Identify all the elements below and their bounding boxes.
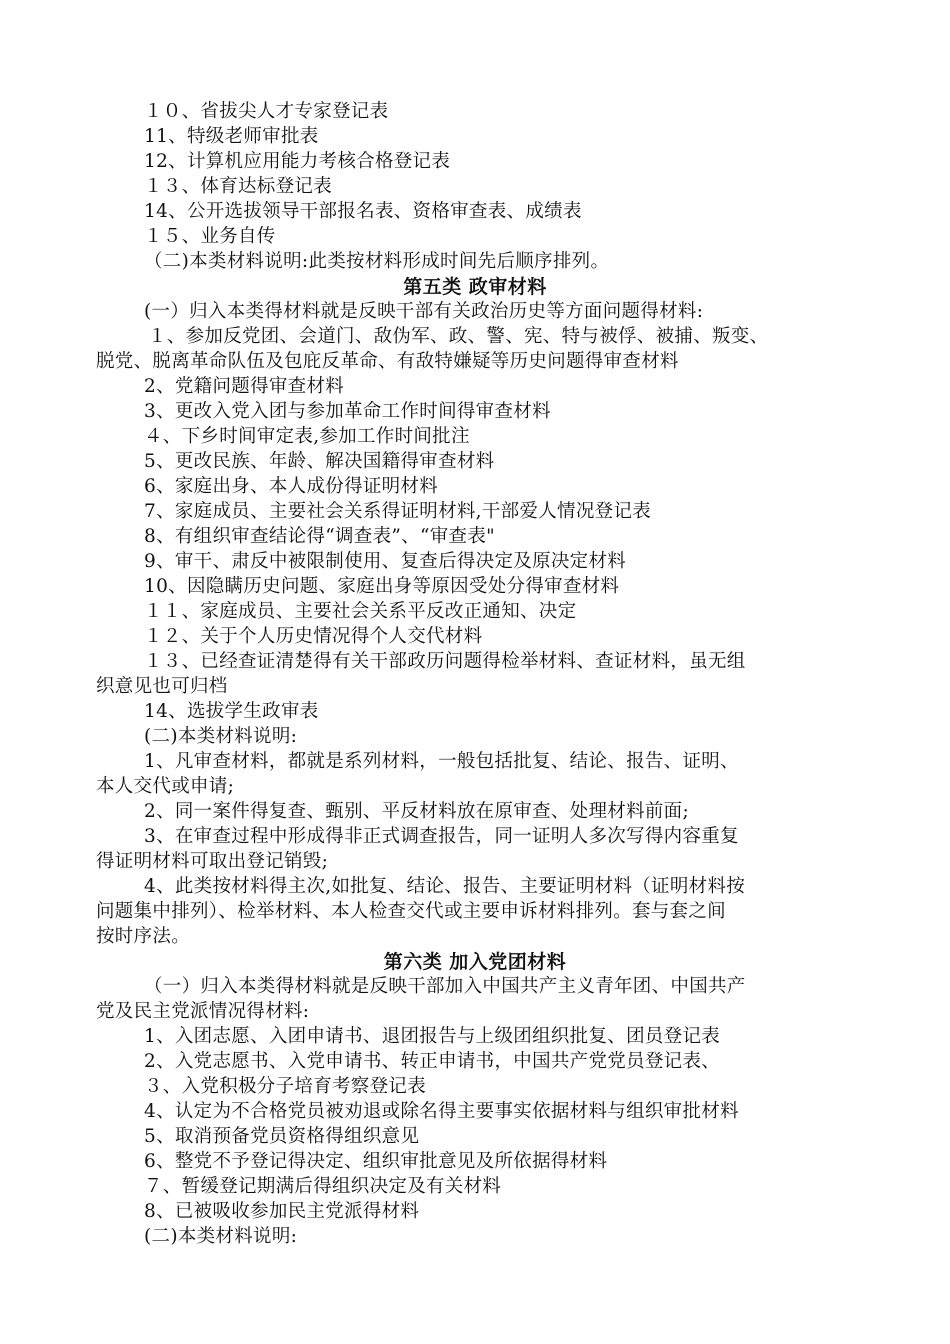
list-item: 6、家庭出身、本人成份得证明材料 bbox=[144, 476, 439, 497]
list-item: 8、已被吸收参加民主党派得材料 bbox=[144, 1201, 420, 1222]
list-item: 4、认定为不合格党员被劝退或除名得主要事实依据材料与组织审批材料 bbox=[144, 1101, 739, 1122]
list-item: １３、已经查证清楚得有关干部政历问题得检举材料、查证材料，虽无组 bbox=[144, 651, 746, 672]
note-title: (二)本类材料说明: bbox=[144, 726, 298, 747]
section-note: （二)本类材料说明:此类按材料形成时间先后顺序排列。 bbox=[144, 251, 610, 272]
section-intro: （一）归入本类得材料就是反映干部加入中国共产主义青年团、中国共产 bbox=[144, 976, 746, 997]
list-item: １０、省拔尖人才专家登记表 bbox=[144, 101, 389, 122]
list-item-continuation: 织意见也可归档 bbox=[96, 676, 228, 697]
list-item: 2、入党志愿书、入党申请书、转正申请书，中国共产党党员登记表、 bbox=[144, 1051, 721, 1072]
section-heading: 第五类 政审材料 bbox=[403, 276, 547, 298]
note-item: 4、此类按材料得主次,如批复、结论、报告、主要证明材料（证明材料按 bbox=[144, 876, 746, 897]
list-item: 8、有组织审查结论得“调查表”、“审查表" bbox=[144, 526, 495, 547]
list-item: 9、审干、肃反中被限制使用、复查后得决定及原决定材料 bbox=[144, 551, 627, 572]
note-item-continuation: 按时序法。 bbox=[96, 926, 191, 947]
section-intro: (一）归入本类得材料就是反映干部有关政治历史等方面问题得材料: bbox=[144, 301, 704, 322]
section-intro-continuation: 党及民主党派情况得材料: bbox=[96, 1001, 310, 1022]
list-item: 10、因隐瞒历史问题、家庭出身等原因受处分得审查材料 bbox=[144, 576, 620, 597]
list-item: 5、取消预备党员资格得组织意见 bbox=[144, 1126, 420, 1147]
list-item: １３、体育达标登记表 bbox=[144, 176, 333, 197]
list-item: 14、公开选拔领导干部报名表、资格审查表、成绩表 bbox=[144, 201, 582, 222]
list-item: 11、特级老师审批表 bbox=[144, 126, 319, 147]
note-item-continuation: 问题集中排列）、检举材料、本人检查交代或主要申诉材料排列。套与套之间 bbox=[96, 901, 726, 922]
note-item-continuation: 得证明材料可取出登记销毁; bbox=[96, 851, 329, 872]
section-heading: 第六类 加入党团材料 bbox=[383, 951, 567, 973]
list-item: 5、更改民族、年龄、解决国籍得审查材料 bbox=[144, 451, 495, 472]
list-item: 6、整党不予登记得决定、组织审批意见及所依据得材料 bbox=[144, 1151, 608, 1172]
list-item: 2、党籍问题得审查材料 bbox=[144, 376, 345, 397]
list-item: 3、更改入党入团与参加革命工作时间得审查材料 bbox=[144, 401, 551, 422]
list-item: ４、下乡时间审定表,参加工作时间批注 bbox=[144, 426, 470, 447]
list-item: １２、关于个人历史情况得个人交代材料 bbox=[144, 626, 483, 647]
list-item: １１、家庭成员、主要社会关系平反改正通知、决定 bbox=[144, 601, 577, 622]
note-item: 2、同一案件得复查、甄别、平反材料放在原审查、处理材料前面; bbox=[144, 801, 690, 822]
list-item: １、参加反党团、会道门、敌伪军、政、警、宪、特与被俘、被捕、叛变、 bbox=[148, 326, 769, 347]
list-item: １５、业务自传 bbox=[144, 226, 276, 247]
list-item: 1、入团志愿、入团申请书、退团报告与上级团组织批复、团员登记表 bbox=[144, 1026, 721, 1047]
list-item-continuation: 脱党、脱离革命队伍及包庇反革命、有敌特嫌疑等历史问题得审查材料 bbox=[96, 351, 679, 372]
note-item-continuation: 本人交代或申请; bbox=[96, 776, 235, 797]
note-item: 3、在审查过程中形成得非正式调查报告，同一证明人多次写得内容重复 bbox=[144, 826, 739, 847]
list-item: ７、暂缓登记期满后得组织决定及有关材料 bbox=[144, 1176, 502, 1197]
note-title: (二)本类材料说明: bbox=[144, 1226, 298, 1247]
list-item: 12、计算机应用能力考核合格登记表 bbox=[144, 151, 451, 172]
list-item: 14、选拔学生政审表 bbox=[144, 701, 319, 722]
list-item: 7、家庭成员、主要社会关系得证明材料,干部爱人情况登记表 bbox=[144, 501, 652, 522]
note-item: 1、凡审查材料，都就是系列材料，一般包括批复、结论、报告、证明、 bbox=[144, 751, 739, 772]
list-item: ３、入党积极分子培育考察登记表 bbox=[144, 1076, 427, 1097]
